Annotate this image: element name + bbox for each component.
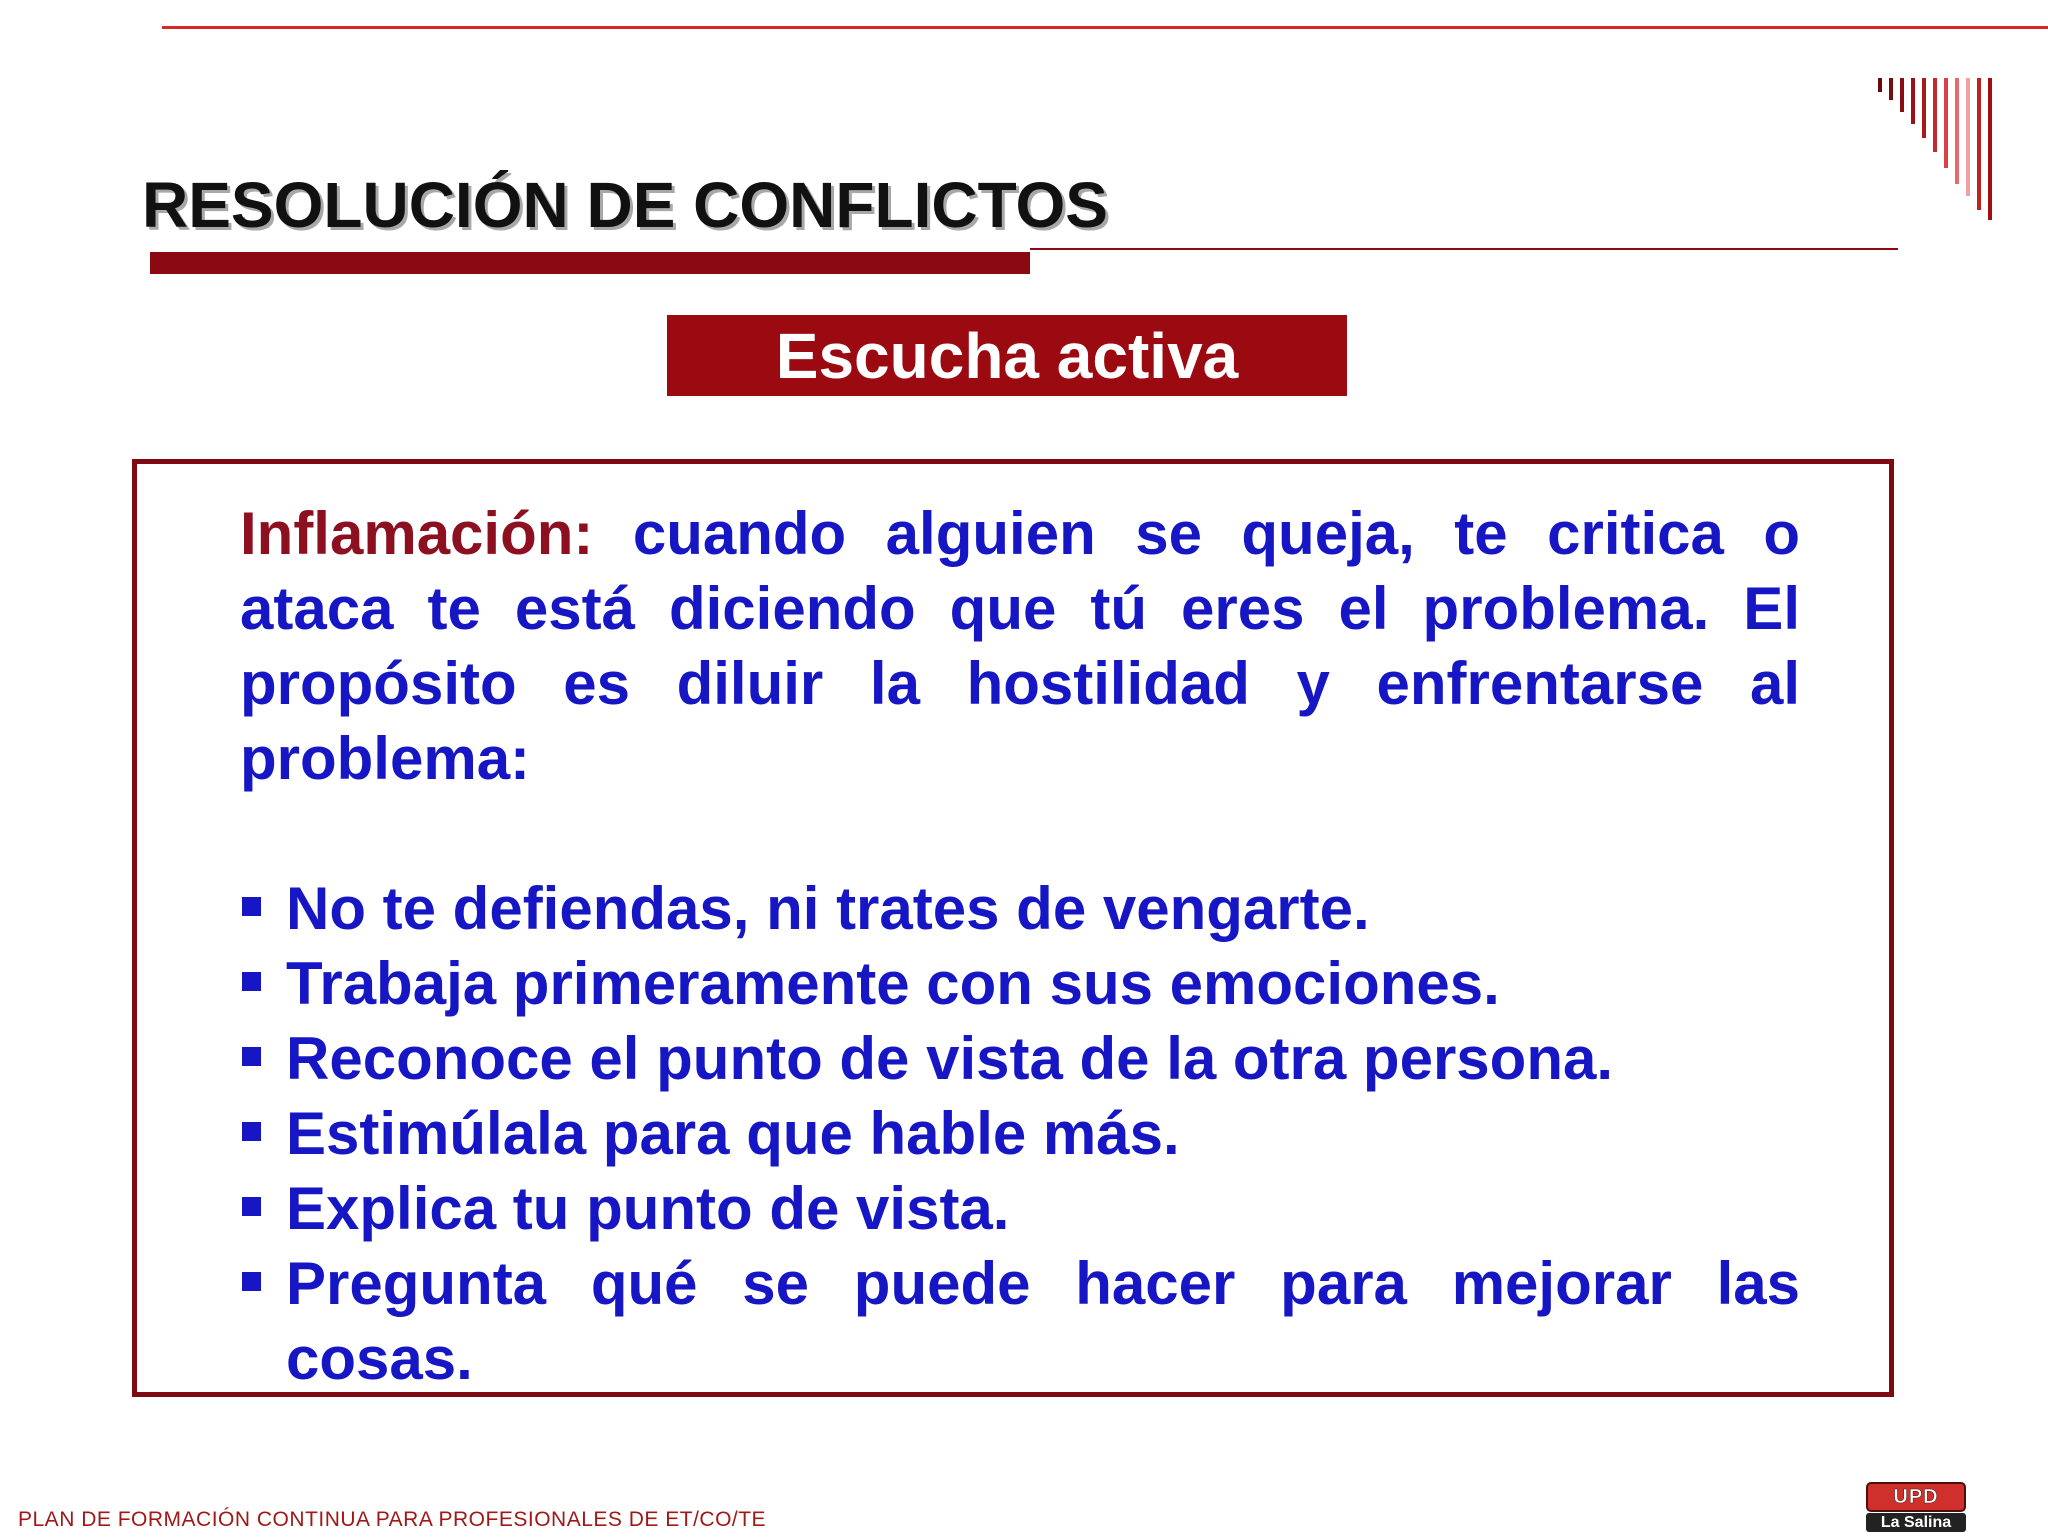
stripe-bar xyxy=(1966,78,1970,196)
stripe-bar xyxy=(1878,78,1882,92)
bullet-text: No te defiendas, ni trates de vengarte. xyxy=(286,875,1370,942)
bullet-item xyxy=(240,1096,1800,1171)
bullet-text: Pregunta qué se puede hacer para mejorar las cosas. xyxy=(286,1250,1800,1392)
bullet-text: Reconoce el punto de vista de la otra persona. xyxy=(286,1025,1614,1092)
bullet-text: Explica tu punto de vista. xyxy=(286,1175,1010,1242)
content-text xyxy=(240,496,1800,1396)
slide-title: RESOLUCIÓN DE CONFLICTOS xyxy=(142,169,1108,241)
stripe-bar xyxy=(1988,78,1992,220)
bullet-text: Trabaja primeramente con sus emociones. xyxy=(286,950,1500,1017)
upd-la-salina-logo xyxy=(1866,1482,1966,1530)
bullet-item xyxy=(240,1171,1800,1246)
intro-text: cuando alguien se queja, te critica o ataca te está diciendo que tú eres el problema. El propósito es diluir la hostilidad y enfrentarse al problema: xyxy=(240,500,1800,792)
stripe-bar xyxy=(1922,78,1926,138)
square-bullet-icon xyxy=(242,1272,261,1291)
logo-la-salina: La Salina xyxy=(1866,1513,1966,1532)
square-bullet-icon xyxy=(242,1197,261,1216)
bullet-list xyxy=(240,871,1800,1396)
content-box xyxy=(132,459,1894,1397)
bullet-text: Estimúlala para que hable más. xyxy=(286,1100,1180,1167)
bullet-item xyxy=(240,1021,1800,1096)
subtitle-text: Escucha activa xyxy=(775,319,1239,392)
stripe-bar xyxy=(1911,78,1915,124)
bullet-item xyxy=(240,946,1800,1021)
footer-text: PLAN DE FORMACIÓN CONTINUA PARA PROFESIONALES DE ET/CO/TE xyxy=(18,1508,767,1531)
intro-label: Inflamación: xyxy=(240,500,594,567)
stripe-bar xyxy=(1944,78,1948,168)
subtitle-banner xyxy=(667,315,1347,396)
stripe-bar xyxy=(1933,78,1937,152)
title-underline-line xyxy=(1030,248,1898,250)
stripe-bar xyxy=(1900,78,1904,112)
title-underline-bar xyxy=(150,252,1030,274)
square-bullet-icon xyxy=(242,1047,261,1066)
logo-upd: UPD xyxy=(1866,1482,1966,1512)
bullet-item xyxy=(240,1246,1800,1396)
square-bullet-icon xyxy=(242,972,261,991)
square-bullet-icon xyxy=(242,897,261,916)
bullet-item xyxy=(240,871,1800,946)
stripe-bar xyxy=(1889,78,1893,100)
square-bullet-icon xyxy=(242,1122,261,1141)
stripe-bar xyxy=(1955,78,1959,184)
stripe-bar xyxy=(1977,78,1981,210)
stripe-group xyxy=(1878,78,1992,220)
intro-paragraph xyxy=(240,496,1800,796)
